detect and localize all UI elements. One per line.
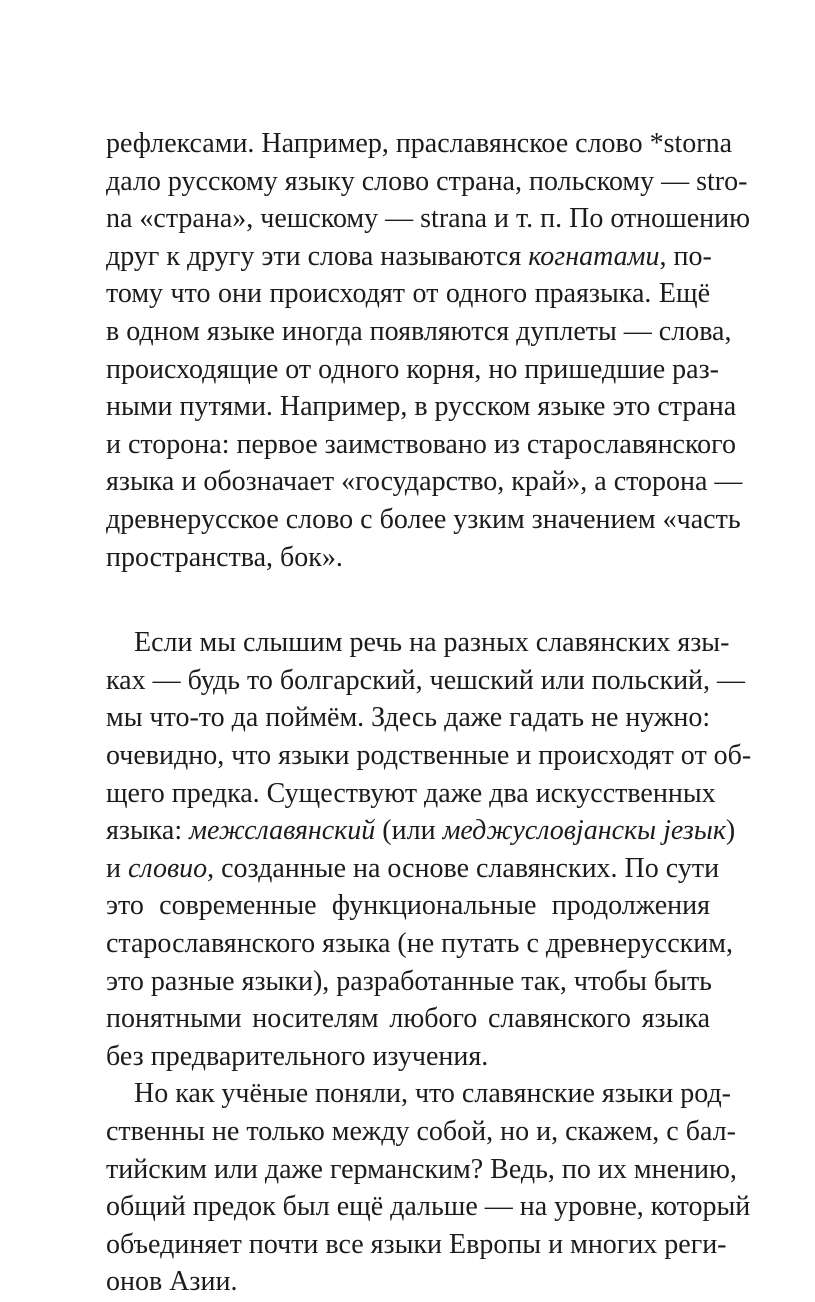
- text-run: , созданные на основе славянских. По сути: [207, 852, 720, 884]
- text-run: онов Азии.: [106, 1266, 238, 1298]
- text-line: [106, 500, 741, 540]
- text-line: [106, 1262, 710, 1302]
- text-line: [106, 124, 733, 164]
- text-run: друг к другу эти слова называются: [106, 240, 529, 272]
- text-run: это разные языки), разработанные так, чтобы быть: [106, 965, 712, 997]
- text-run: Если мы слышим речь на разных славянских язы-: [134, 627, 730, 659]
- text-run: и сторона: первое заимствовано из старославянского: [106, 428, 736, 460]
- text-run: ственны не только между собой, но и, скажем, с бал-: [106, 1116, 736, 1147]
- text-run: , по-: [659, 240, 712, 272]
- text-run: это современные функциональные продолжения: [106, 890, 710, 922]
- text-line: [106, 849, 720, 889]
- text-run: пространства, бок».: [106, 541, 343, 573]
- text-run: в одном языке иногда появляются дуплеты — слова,: [106, 316, 732, 347]
- text-line: [106, 1150, 737, 1190]
- text-line: [106, 1112, 736, 1152]
- text-run: ): [725, 815, 736, 847]
- text-run: происходящие от одного корня, но пришедшие раз-: [106, 353, 719, 385]
- text-run: языка и обозначает «государство, край», а сторона —: [106, 466, 743, 498]
- text-run: (или: [375, 815, 443, 847]
- text-line: [106, 1187, 751, 1227]
- text-line: [106, 999, 710, 1039]
- text-line: [106, 312, 732, 352]
- text-run: очевидно, что языки родственные и происходят от об-: [106, 740, 752, 771]
- italic-term: когнатами: [528, 240, 660, 272]
- text-run: тийским или даже германским? Ведь, по их мнению,: [106, 1153, 737, 1185]
- italic-term: межславянский: [189, 815, 376, 847]
- text-line: [106, 274, 710, 314]
- text-line: [106, 698, 710, 738]
- italic-term: словио: [127, 852, 208, 884]
- text-run: мы что-то да поймём. Здесь даже гадать не нужно:: [106, 702, 711, 734]
- text-line: [134, 1074, 732, 1114]
- text-line: [106, 162, 748, 202]
- text-run: старославянского языка (не путать с древнерусским,: [106, 928, 733, 959]
- text-line: [106, 199, 751, 239]
- text-run: общий предок был ещё дальше — на уровне, который: [106, 1191, 751, 1223]
- text-run: щего предка. Существуют даже два искусственных: [106, 777, 716, 809]
- text-line: [106, 538, 710, 578]
- text-run: na «страна», чешскому — strana и т. п. По отношению: [106, 203, 751, 235]
- text-line: [106, 1225, 727, 1265]
- text-run: Но как учёные поняли, что славянские языки род-: [134, 1078, 732, 1110]
- text-line: [106, 962, 710, 1002]
- text-line: [106, 1037, 710, 1077]
- text-run: без предварительного изучения.: [106, 1040, 489, 1072]
- italic-term: меджусловјанскы језык: [442, 815, 726, 847]
- text-line: [134, 623, 730, 663]
- text-run: тому что они происходят от одного праязыка. Ещё: [106, 278, 710, 310]
- text-line: [106, 425, 736, 465]
- text-line: [106, 774, 716, 814]
- text-run: объединяет почти все языки Европы и многих реги-: [106, 1228, 727, 1260]
- text-line: [106, 350, 719, 390]
- text-line: [106, 387, 737, 427]
- text-run: дало русскому языку слово страна, польскому — stro-: [106, 165, 748, 197]
- text-run: языка:: [106, 815, 190, 847]
- text-line: [106, 924, 733, 964]
- text-line: [106, 736, 752, 776]
- text-run: и: [106, 852, 128, 884]
- text-line: [106, 661, 746, 701]
- text-run: ными путями. Например, в русском языке это страна: [106, 391, 737, 423]
- text-run: ках — будь то болгарский, чешский или польский, —: [106, 664, 746, 696]
- text-run: понятными носителям любого славянского языка: [106, 1003, 710, 1035]
- text-line: [106, 886, 710, 926]
- text-line: [106, 462, 743, 502]
- text-line: [106, 811, 736, 851]
- text-line: [106, 237, 710, 277]
- text-run: рефлексами. Например, праславянское слово *storna: [106, 128, 733, 159]
- text-run: древнерусское слово с более узким значением «часть: [106, 504, 741, 535]
